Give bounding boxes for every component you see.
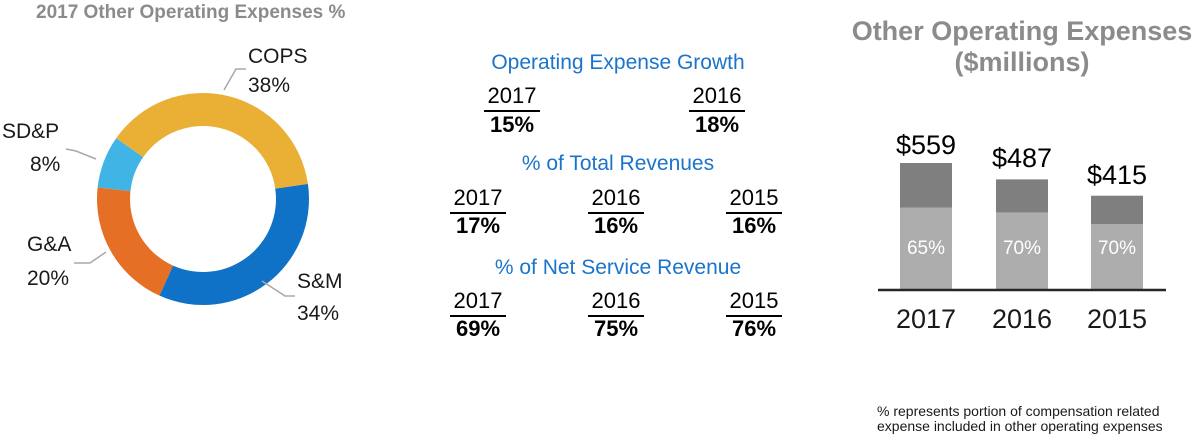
bar-pct-2015: 70% — [1097, 238, 1137, 259]
donut-slice-sm — [160, 184, 309, 305]
donut-value-cops: 38% — [248, 74, 291, 97]
metric-value: 16% — [593, 213, 639, 238]
bar-segment-other-2017 — [900, 163, 952, 208]
bar-chart-title-line1: Other Operating Expenses — [851, 16, 1193, 46]
bar-total-2016: $487 — [991, 143, 1053, 173]
table-header-pct-net-service-revenue: % of Net Service Revenue — [494, 256, 742, 279]
footnote — [877, 404, 1163, 434]
table-header-pct-total-revenues: % of Total Revenues — [521, 152, 715, 175]
donut-value-ga: 20% — [27, 267, 70, 290]
metric-value: 17% — [455, 213, 501, 238]
bar-segment-other-2016 — [996, 179, 1048, 212]
year-header: 2015 — [704, 185, 804, 214]
bar-pct-2016: 70% — [1002, 238, 1042, 259]
footnote-line2: expense included in other operating expenses — [877, 418, 1163, 434]
donut-value-sm: 34% — [297, 302, 340, 325]
donut-label-cops: COPS — [248, 45, 308, 68]
bar-total-2015: $415 — [1086, 160, 1148, 190]
bar-pct-2017: 65% — [906, 238, 946, 259]
metric-value: 76% — [731, 316, 777, 341]
donut-slice-cops — [116, 93, 308, 189]
metric-value: 15% — [489, 112, 535, 137]
year-header: 2017 — [462, 83, 562, 112]
footnote-line1: % represents portion of compensation related — [877, 403, 1160, 419]
year-header: 2017 — [428, 185, 528, 214]
metric-value: 69% — [455, 316, 501, 341]
bar-year-2016: 2016 — [991, 304, 1053, 334]
metric-value: 18% — [694, 112, 740, 137]
donut-label-sm: S&M — [297, 270, 343, 293]
leader-line-sdp — [66, 149, 96, 159]
donut-label-sdp: SD&P — [2, 120, 60, 143]
donut-chart-title: 2017 Other Operating Expenses % — [36, 2, 346, 23]
donut-chart — [0, 40, 420, 350]
year-header: 2016 — [566, 288, 666, 317]
donut-label-ga: G&A — [27, 233, 72, 256]
table-header-opex-growth: Operating Expense Growth — [491, 51, 745, 74]
year-header: 2015 — [704, 288, 804, 317]
year-header: 2016 — [566, 185, 666, 214]
bar-total-2017: $559 — [895, 130, 957, 160]
bar-chart-title — [840, 16, 1204, 78]
metric-value: 75% — [593, 316, 639, 341]
bar-year-2017: 2017 — [895, 304, 957, 334]
year-header: 2016 — [667, 83, 767, 112]
donut-slice-ga — [97, 188, 173, 296]
metric-value: 16% — [731, 213, 777, 238]
leader-line-cops — [224, 69, 246, 90]
donut-value-sdp: 8% — [30, 153, 61, 176]
bar-year-2015: 2015 — [1086, 304, 1148, 334]
bar-segment-other-2015 — [1091, 196, 1143, 224]
leader-line-ga — [74, 252, 106, 263]
bar-chart-title-line2: ($millions) — [954, 47, 1090, 77]
year-header: 2017 — [428, 288, 528, 317]
